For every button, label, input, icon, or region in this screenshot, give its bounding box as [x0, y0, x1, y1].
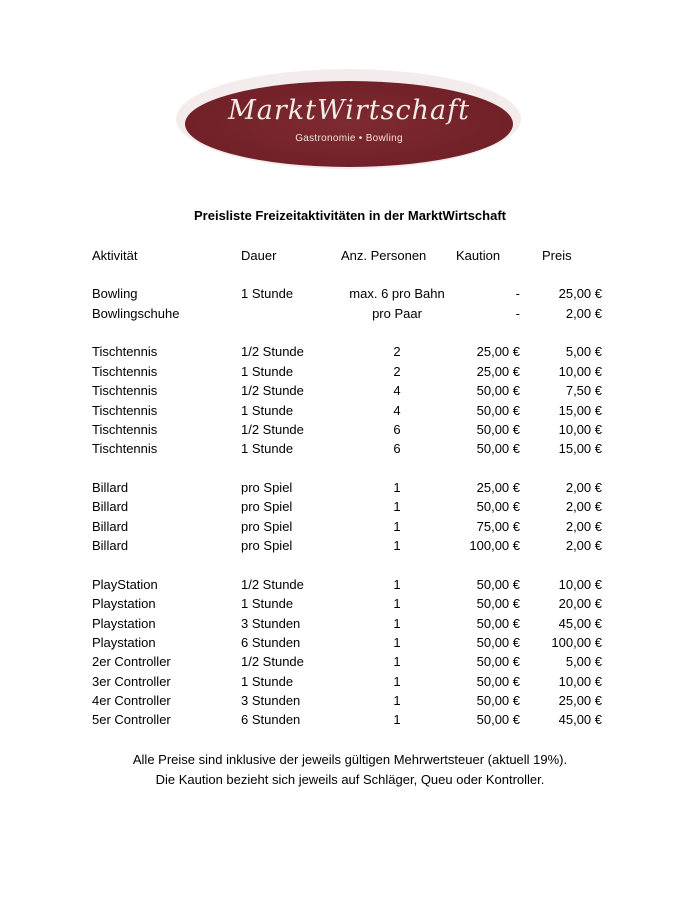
cell-activity: 5er Controller [92, 712, 171, 727]
cell-duration: 1 Stunde [241, 441, 294, 456]
cell-deposit: 50,00 € [476, 499, 520, 514]
cell-persons: 2 [393, 344, 401, 359]
cell-duration: 6 Stunden [241, 635, 301, 650]
cell-price: 2,00 € [565, 519, 602, 534]
cell-activity: Billard [92, 538, 129, 553]
cell-persons: 1 [393, 654, 401, 669]
cell-deposit: 25,00 € [476, 480, 520, 495]
cell-deposit: - [515, 306, 520, 321]
cell-price: 10,00 € [558, 674, 602, 689]
cell-activity: Tischtennis [92, 344, 158, 359]
header-duration: Dauer [241, 248, 277, 263]
cell-duration: 1 Stunde [241, 674, 294, 689]
cell-activity: Playstation [92, 635, 156, 650]
cell-price: 25,00 € [558, 286, 602, 301]
cell-duration: pro Spiel [241, 499, 293, 514]
cell-duration: pro Spiel [241, 519, 293, 534]
cell-price: 5,00 € [565, 654, 602, 669]
cell-activity: 3er Controller [92, 674, 171, 689]
cell-persons: 6 [393, 441, 401, 456]
cell-price: 2,00 € [565, 538, 602, 553]
cell-price: 10,00 € [558, 364, 602, 379]
cell-persons: pro Paar [372, 306, 422, 321]
cell-deposit: 50,00 € [476, 635, 520, 650]
cell-duration: 1 Stunde [241, 286, 294, 301]
logo [185, 81, 513, 167]
cell-duration: 1/2 Stunde [241, 654, 304, 669]
cell-duration: pro Spiel [241, 480, 293, 495]
header-persons: Anz. Personen [341, 248, 427, 263]
cell-activity: Bowling [92, 286, 138, 301]
cell-activity: Billard [92, 519, 129, 534]
cell-duration: 6 Stunden [241, 712, 301, 727]
cell-price: 2,00 € [565, 499, 602, 514]
header-price: Preis [542, 248, 572, 263]
header-activity: Aktivität [92, 248, 138, 263]
cell-persons: 1 [393, 674, 401, 689]
cell-activity: Tischtennis [92, 383, 158, 398]
cell-duration: 1/2 Stunde [241, 344, 304, 359]
cell-persons: 4 [393, 383, 401, 398]
cell-price: 2,00 € [565, 306, 602, 321]
cell-deposit: 50,00 € [476, 422, 520, 437]
logo-subtitle: Gastronomie • Bowling [295, 133, 403, 144]
cell-activity: Playstation [92, 596, 156, 611]
cell-deposit: 50,00 € [476, 441, 520, 456]
cell-activity: 2er Controller [92, 654, 171, 669]
cell-duration: 3 Stunden [241, 693, 301, 708]
cell-price: 100,00 € [551, 635, 602, 650]
cell-price: 5,00 € [565, 344, 602, 359]
cell-deposit: - [515, 286, 520, 301]
cell-persons: 1 [393, 577, 401, 592]
cell-duration: pro Spiel [241, 538, 293, 553]
footer-deposit-note: Die Kaution bezieht sich jeweils auf Schläger, Queu oder Kontroller. [155, 772, 545, 787]
cell-persons: 1 [393, 596, 401, 611]
cell-activity: Tischtennis [92, 403, 158, 418]
document-title: Preisliste Freizeitaktivitäten in der MarktWirtschaft [194, 208, 506, 223]
cell-duration: 1/2 Stunde [241, 422, 304, 437]
cell-activity: Bowlingschuhe [92, 306, 180, 321]
cell-persons: 1 [393, 480, 401, 495]
footer-vat-note: Alle Preise sind inklusive der jeweils gültigen Mehrwertsteuer (aktuell 19%). [132, 752, 568, 767]
cell-duration: 1/2 Stunde [241, 383, 304, 398]
header-deposit: Kaution [456, 248, 501, 263]
cell-deposit: 50,00 € [476, 577, 520, 592]
cell-price: 45,00 € [558, 712, 602, 727]
cell-duration: 3 Stunden [241, 616, 301, 631]
cell-deposit: 50,00 € [476, 616, 520, 631]
cell-activity: Billard [92, 499, 129, 514]
cell-persons: 2 [393, 364, 401, 379]
cell-duration: 1 Stunde [241, 364, 294, 379]
cell-deposit: 50,00 € [476, 596, 520, 611]
cell-deposit: 25,00 € [476, 364, 520, 379]
cell-deposit: 100,00 € [469, 538, 520, 553]
cell-persons: 6 [393, 422, 401, 437]
cell-price: 10,00 € [558, 577, 602, 592]
cell-price: 20,00 € [558, 596, 602, 611]
cell-price: 15,00 € [558, 403, 602, 418]
cell-persons: 4 [393, 403, 401, 418]
cell-deposit: 50,00 € [476, 712, 520, 727]
cell-price: 45,00 € [558, 616, 602, 631]
cell-duration: 1/2 Stunde [241, 577, 304, 592]
cell-activity: Tischtennis [92, 441, 158, 456]
cell-persons: 1 [393, 693, 401, 708]
cell-duration: 1 Stunde [241, 403, 294, 418]
cell-price: 10,00 € [558, 422, 602, 437]
logo-title: MarktWirtschaft [228, 95, 470, 126]
cell-persons: 1 [393, 538, 401, 553]
cell-activity: Billard [92, 480, 129, 495]
cell-activity: PlayStation [92, 577, 158, 592]
cell-deposit: 50,00 € [476, 654, 520, 669]
cell-deposit: 25,00 € [476, 344, 520, 359]
cell-persons: 1 [393, 499, 401, 514]
cell-deposit: 50,00 € [476, 674, 520, 689]
cell-persons: 1 [393, 519, 401, 534]
cell-duration: 1 Stunde [241, 596, 294, 611]
cell-price: 2,00 € [565, 480, 602, 495]
cell-persons: 1 [393, 635, 401, 650]
cell-price: 25,00 € [558, 693, 602, 708]
cell-deposit: 75,00 € [476, 519, 520, 534]
cell-persons: 1 [393, 616, 401, 631]
cell-deposit: 50,00 € [476, 383, 520, 398]
cell-activity: 4er Controller [92, 693, 171, 708]
cell-deposit: 50,00 € [476, 403, 520, 418]
cell-activity: Tischtennis [92, 364, 158, 379]
cell-price: 15,00 € [558, 441, 602, 456]
cell-deposit: 50,00 € [476, 693, 520, 708]
cell-price: 7,50 € [565, 383, 602, 398]
cell-persons: 1 [393, 712, 401, 727]
cell-persons: max. 6 pro Bahn [349, 286, 445, 301]
cell-activity: Playstation [92, 616, 156, 631]
cell-activity: Tischtennis [92, 422, 158, 437]
